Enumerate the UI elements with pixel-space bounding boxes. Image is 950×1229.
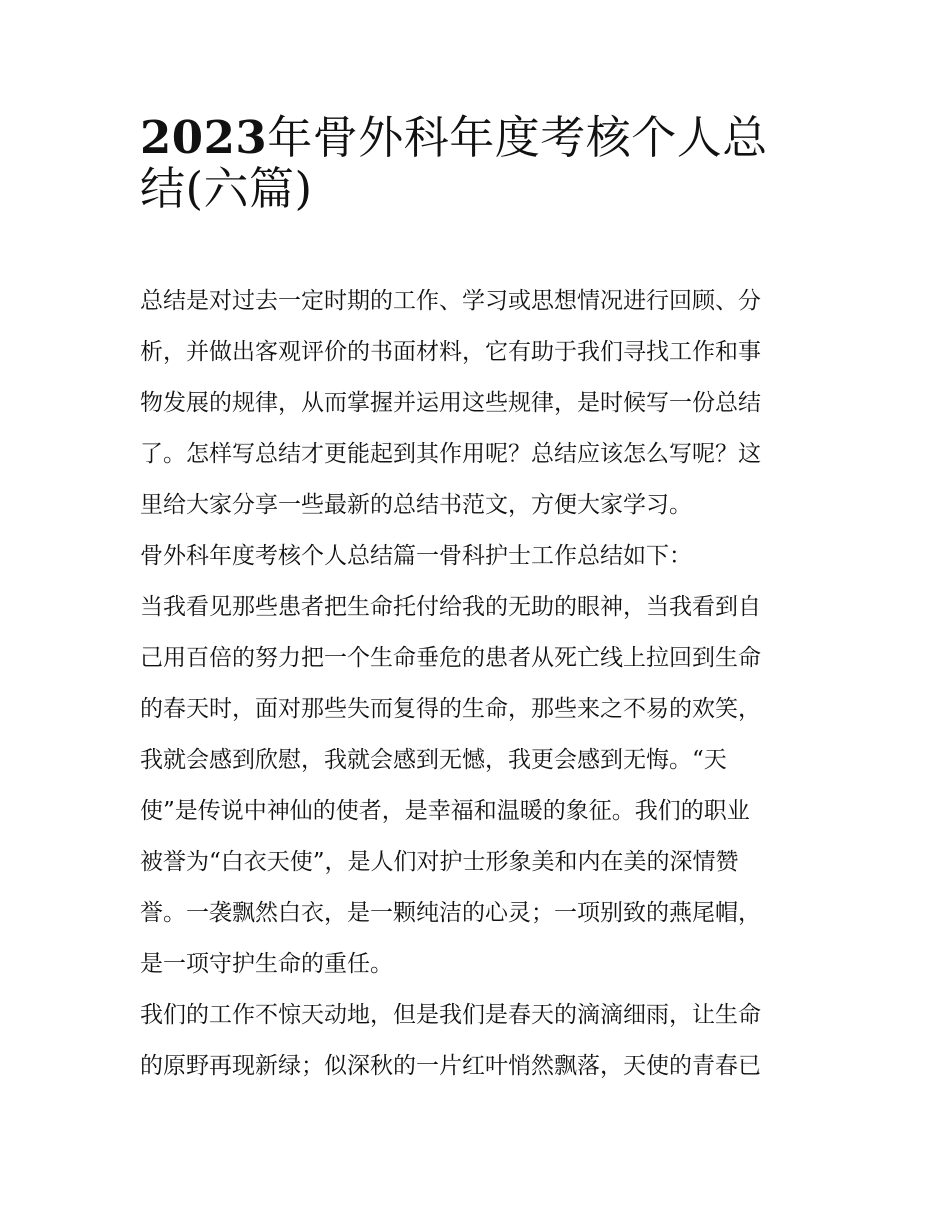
section-heading-paragraph — [140, 531, 820, 582]
document-body — [140, 276, 820, 1092]
text-line: 物发展的规律，从而掌握并运用这些规律，是时候写一份总结 — [140, 390, 761, 416]
body-paragraph-1 — [140, 582, 820, 990]
text-line: 的原野再现新绿；似深秋的一片红叶悄然飘落，天使的青春已 — [140, 1053, 761, 1079]
text-line: 了。怎样写总结才更能起到其作用呢？总结应该怎么写呢？这 — [140, 441, 761, 467]
text-line: 当我看见那些患者把生命托付给我的无助的眼神，当我看到自 — [140, 594, 761, 620]
text-line: 我就会感到欣慰，我就会感到无憾，我更会感到无悔。“天 — [140, 747, 727, 773]
text-line: 是一项守护生命的重任。 — [140, 951, 393, 977]
text-line: 析，并做出客观评价的书面材料，它有助于我们寻找工作和事 — [140, 339, 761, 365]
text-line: 被誉为“白衣天使”，是人们对护士形象美和内在美的深情赞 — [140, 849, 739, 875]
title-year: 2023 — [140, 111, 268, 164]
body-paragraph-2 — [140, 990, 820, 1092]
text-line: 里给大家分享一些最新的总结书范文，方便大家学习。 — [140, 492, 692, 518]
title-line-1 — [140, 112, 820, 163]
document-title — [140, 112, 820, 214]
intro-paragraph — [140, 276, 820, 531]
title-line-1-rest: 年骨外科年度考核个人总 — [267, 111, 768, 164]
title-line-2: 结(六篇) — [140, 162, 313, 215]
text-line: 骨外科年度考核个人总结篇一骨科护士工作总结如下： — [140, 543, 692, 569]
text-line: 我们的工作不惊天动地，但是我们是春天的滴滴细雨，让生命 — [140, 1002, 761, 1028]
text-line: 总结是对过去一定时期的工作、学习或思想情况进行回顾、分 — [140, 288, 761, 314]
text-line: 誉。一袭飘然白衣，是一颗纯洁的心灵；一项别致的燕尾帽， — [140, 900, 761, 926]
text-line: 的春天时，面对那些失而复得的生命，那些来之不易的欢笑， — [140, 696, 761, 722]
text-line: 使”是传说中神仙的使者，是幸福和温暖的象征。我们的职业 — [140, 798, 750, 824]
text-line: 己用百倍的努力把一个生命垂危的患者从死亡线上拉回到生命 — [140, 645, 761, 671]
